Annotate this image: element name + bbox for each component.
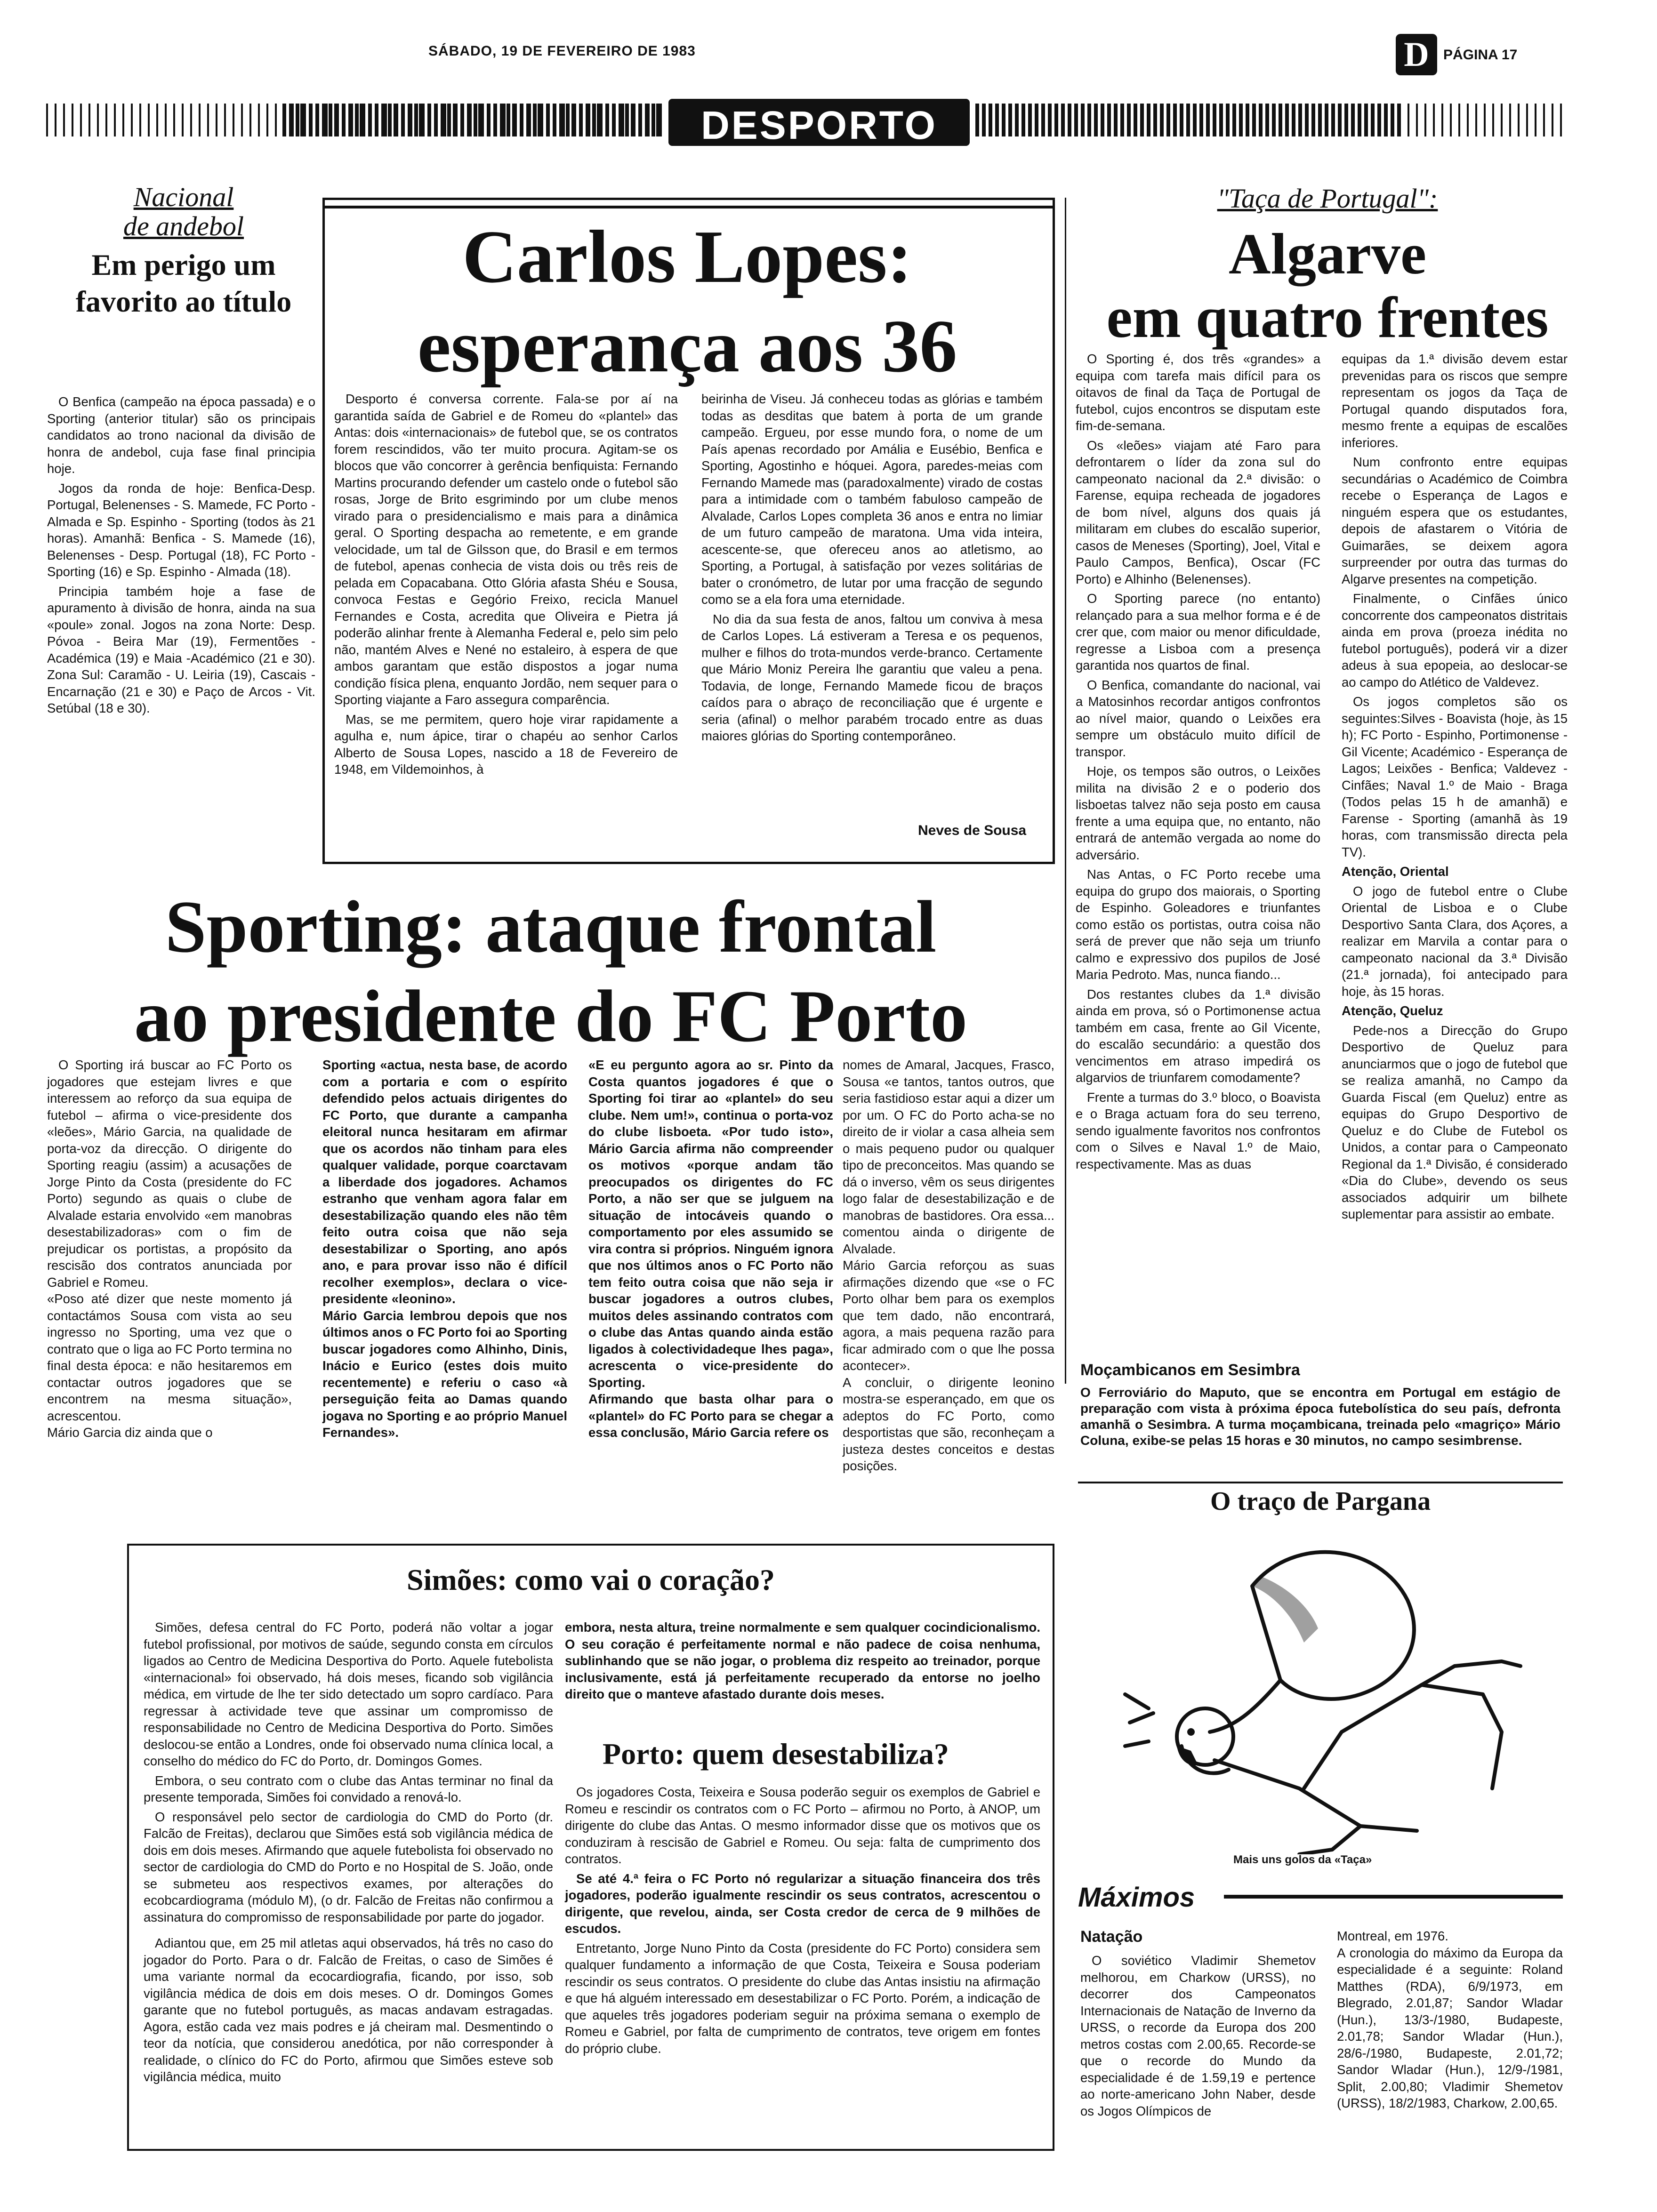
- andebol-headline: Em perigo um favorito ao título: [75, 248, 292, 318]
- pargana-caption: Mais uns golos da «Taça»: [1233, 1853, 1372, 1866]
- section-stripes-right-dense: [975, 104, 1399, 136]
- sporting-headline-2: ao presidente do FC Porto: [134, 975, 968, 1058]
- taca-col-1: O Sporting é, dos três «grandes» a equipa com tarefa mais difícil para os oitavos de final da Taça de Portugal de futebol, cujos encontros se disputam este fim-de-semana. Os «leões» viajam até Faro para defrontarem o líder da zona sul do campeonato nacional da 2.ª divisão: o Farense, equipa recheada de jogadores de bom nível, alguns dos quais já militaram em clubes do escalão superior, casos de Meneses (Sporting), Joel, Vital e Paulo Campos, Benfica), Oscar (FC Porto) e Alhinho (Belenenses). O Sporting parece (no entanto) relançado para a sua melhor forma e é de crer que, com maior ou menor dificuldade, regresse a Lisboa com a presença garantida nos quartos de final. O Benfica, comandante do nacional, vai a Matosinhos recordar antigos confrontos ao nível maior, quando o Leixões era sempre um obstáculo muito difícil de transpor. Hoje, os tempos são outros, o Leixões milita na divisão 2 e o poderio dos lisboetas talvez não seja posto em causa frente a uma equipa que, no entanto, não entrará de antemão vergada ao nome do adversário. Nas Antas, o FC Porto recebe uma equipa do grupo dos maiorais, o Sporting de Espinho. Goleadores e triunfantes como estão os portistas, outra coisa não será de prever que não seja um triunfo calmo e expressivo dos pupilos de José Maria Pedroto. Mas, nunca fiando... Dos restantes clubes da 1.ª divisão ainda em prova, só o Portimonense actua também em casa, frente ao Gil Vicente, do escalão secundário: a questão dos vencimentos em atraso impedirá os algarvios de triunfarem comodamente? Frente a turmas do 3.º bloco, o Boavista e o Braga actuam fora do seu terreno, sendo igualmente favoritos nos confrontos com o Silves e Naval 1.º de Maio, respectivamente. Mas as duas: [1076, 352, 1320, 1171]
- maximos-col-2: Montreal, em 1976. A cronologia do máximo da Europa da especialidade é a seguinte: Roland Matthes (RDA), 6/9/1973, em Blegrado, 2.01,87; Sandor Wladar (Hun.), 13/3-/1980, Budapeste, 2.01,78; Sandor Wladar (Hun.), 28/6-/1980, Budapeste, 2.01,72; Sandor Wladar (Hun.), 12/9-/1981, Split, 2.00,80; Vladimir Shemetov (URSS), 18/2/1983, Charkow, 2.00,65.: [1337, 1929, 1563, 2110]
- lopes-col-2: beirinha de Viseu. Já conheceu todas as glórias e também todas as desditas que batem à porta de um grande campeão. Ergueu, por esse mundo fora, o nome de um País apenas recordado por Amália e Eusébio, Benfica e Sporting, Agostinho e hóquei. Agora, paredes-meias com Fernando Mamede mas (paradoxalmente) virado de costas para a intimidade com o também fabuloso campeão de Alvalade, Carlos Lopes completa 36 anos e entra no limiar de um futuro campeão de maratona. Uma vida inteira, acescente-se, que ofereceu anos ao atletismo, ao Sporting, a Portugal, à satisfação por vezes solitárias de bater o cronómetro, de lutar por uma fracção de segundo como se a ela fora uma eternidade. No dia da sua festa de anos, faltou um conviva à mesa de Carlos Lopes. Lá estiveram a Teresa e os pequenos, mulher e filhos do trota-mundos verde-branco. Certamente que Mário Moniz Pereira lhe garantiu que valeu a pena. Todavia, de longe, Fernando Mamede ficou de braços caídos para o abraço de reconciliação que é urgente e seria (afinal) o melhor parabém trocado entre as duas maiores glórias do Sporting contemporâneo.: [701, 392, 1043, 743]
- maximos-rule: [1224, 1895, 1563, 1899]
- pargana-title: O traço de Pargana: [1210, 1487, 1431, 1516]
- section-stripes-left-dense: [282, 104, 663, 136]
- andebol-body: O Benfica (campeão na época passada) e o Sporting (anterior titular) são os principais candidatos ao trono nacional da divisão de honra de andebol, cuja fase final principia hoje. Jogos da ronda de hoje: Benfica-Desp. Portugal, Belenenses - S. Mamede, FC Porto -Almada e Sp. Espinho - Sporting (todos às 21 horas). Amanhã: Benfica - S. Mamede (16), Belenenses - Desp. Portugal (18), FC Porto - Sporting (16) e Sp. Espinho - Almada (18). Principia também hoje a fase de apuramento à divisão de honra, ainda na sua «poule» zonal. Jogos na zona Norte: Desp. Póvoa - Beira Mar (19), Fermentões - Académica (19) e Maia -Académico (21 e 30). Zona Sul: Caramão - U. Leiria (19), Cascais - Encarnação (21 e 30) e Paço de Arcos - Vit. Setúbal (18 e 30).: [47, 394, 315, 715]
- masthead-logo: D: [1396, 34, 1437, 75]
- pargana-cartoon: [1097, 1525, 1549, 1854]
- sporting-col-4: nomes de Amaral, Jacques, Frasco, Sousa «e tantos, tantos outros, que seria fastidioso estar aqui a dizer um por um. O FC do Porto acha-se no direito de ir violar a casa alheia sem o mais pequeno pudor ou qualquer tipo de preconceitos. Mas quando se dá o inverso, vêm os seus dirigentes logo falar de desestabilização e de manobras de bastidores. Ora essa... comentou ainda o dirigente de Alvalade. Mário Garcia reforçou as suas afirmações dizendo que «se o FC Porto olhar bem para os exemplos que tem dado, não encontrará, agora, a mais pequena razão para ficar admirado com o que lhe possa acontecer». A concluir, o dirigente leonino mostra-se esperançado, em que os adeptos do FC Porto, como desportistas que são, reconheçam a justeza destes conceitos e destas posições.: [843, 1058, 1054, 1473]
- simoes-headline: Simões: como vai o coração?: [406, 1563, 775, 1596]
- taca-headline-2: em quatro frentes: [1106, 285, 1549, 350]
- section-stripes-right: [1399, 104, 1569, 136]
- masthead-date: SÁBADO, 19 DE FEVEREIRO DE 1983: [428, 43, 696, 59]
- maximos-col-1: O soviético Vladimir Shemetov melhorou, em Charkow (URSS), no decorrer dos Campeonatos Internacionais de Natação de Inverno da URSS, o recorde da Europa dos 200 metros costas com 2.00,65. Recorde-se que o recorde do Mundo da especialidade é de 1.59,19 e pertence ao norte-americano John Naber, desde os Jogos Olímpicos de: [1080, 1953, 1316, 2118]
- porto-body: Os jogadores Costa, Teixeira e Sousa poderão seguir os exemplos de Gabriel e Romeu e rescindir os contratos com o FC Porto – afirmou no Porto, à ANOP, um dirigente do clube das Antas. O mesmo informador disse que os motivos que os conduziram à rescisão de Gabriel e Romeu. Ou seja: falta de cumprimento dos contratos. Se até 4.ª feira o FC Porto nó regularizar a situação financeira dos três jogadores, poderão igualmente rescindir os seus contratos, acrescentou o dirigente, que revelou, ainda, ser Costa credor de cerca de 9 milhões de escudos. Entretanto, Jorge Nuno Pinto da Costa (presidente do FC Porto) considera sem qualquer fundamento a informação de que Costa, Teixeira e Sousa poderiam rescindir os seus contratos. O presidente do clube das Antas insistiu na afirmação e que há alguém interessado em desestabilizar o FC Porto. Porém, a indicação de que aqueles três jogadores poderiam seguir na próxima semana o exemplo de Romeu e Gabriel, por falta de cumprimento de contratos, teve origem em fontes do próprio clube.: [565, 1785, 1040, 2056]
- mocambicanos-title: Moçambicanos em Sesimbra: [1080, 1361, 1300, 1379]
- maximos-sub: Natação: [1080, 1928, 1143, 1946]
- taca-kicker: "Taça de Portugal":: [1217, 183, 1438, 214]
- simoes-col-1: Simões, defesa central do FC Porto, poderá não voltar a jogar futebol profissional, por motivos de saúde, segundo consta em círculos ligados ao Centro de Medicina Desportiva do Porto. Aquele futebolista «internacional» foi observado, há dois meses, ficando sob vigilância médica, em virtude de lhe ter sido detectado um sopro cardíaco. Para regressar à actividade teve que assinar um compromisso de responsabilidade no Centro de Medicina Desportiva do Porto. Simões deslocou-se então a Londres, onde foi observado numa clínica local, a conselho do médico do FC do Porto, dr. Domingos Gomes. Embora, o seu contrato com o clube das Antas terminar no final da presente temporada, Simões foi convidado a renová-lo. O responsável pelo sector de cardiologia do CMD do Porto (dr. Falcão de Freitas), declarou que Simões está sob vigilância médica de dois em dois meses. Afirmando que aquele futebolista foi observado no sector de cardiologia do CMD do Porto e no Hospital de S. João, onde se submeteu aos respectivos exames, por alterações do ecobcardiograma (módulo M), (o dr. Falcão de Freitas não confirmou a assinatura do compromisso de responsabilidade por parte do jogador. Adiantou que, em 25 mil atletas aqui observados, há três no caso do jogador do Porto. Para o dr. Falcão de Freitas, o caso de Simões é uma variante normal da ecocardiografia, ficando, por isso, sob vigilância médica de dois em dois meses. O dr. Domingos Gomes garante que no futebol português, as macas andavam estragadas. Agora, estão cada vez mais podres e já cheiram mal. Desmentindo o teor da notícia, que considerou anedótica, por não corresponder à realidade, o clínico do FC do Porto, afirmou que Simões esteve sob vigilância médica, muito: [144, 1620, 553, 2084]
- taca-col-2: equipas da 1.ª divisão devem estar prevenidas para os riscos que sempre representam os jogos da Taça de Portugal quando disputados fora, mesmo frente a equipas de escalões inferiores. Num confronto entre equipas secundárias o Académico de Coimbra recebe o Esperança de Lagos e ninguém espera que os estudantes, depois de afastarem o Vitória de Guimarães, se deixem agora surpreender por outra das turmas do Algarve presentes na competição. Finalmente, o Cinfães único concorrente dos campeonatos distritais ainda em prova (proeza inédita no futebol português), poderá vir a dizer adeus à sua epopeia, ao deslocar-se ao campo do Atlético de Valdevez. Os jogos completos são os seguintes:Silves - Boavista (hoje, às 15 h); FC Porto - Espinho, Portimonense - Gil Vicente; Académico - Esperança de Lagos; Leixões - Benfica; Valdevez - Cinfães; Naval 1.º de Maio - Braga (Todos pelas 15 h de amanhã) e Farense - Sporting (amanhã às 19 horas, com transmissão directa pela TV). Atenção, Oriental O jogo de futebol entre o Clube Oriental de Lisboa e o Clube Desportivo Santa Clara, dos Açores, a realizar em Marvila a contar para o campeonato nacional da 3.ª Divisão (21.ª jornada), foi antecipado para hoje, às 15 horas. Atenção, Queluz Pede-nos a Direcção do Grupo Desportivo de Queluz para anunciarmos que o jogo de futebol que se realiza amanhã, no Campo da Guarda Fiscal (em Queluz) entre as equipas do Grupo Desportivo de Queluz e do Clube de Futebol os Unidos, a contar para o Campeonato Regional da 1.ª Divisão, é considerado «Dia do Clube», devendo os seus associados adquirir um bilhete suplementar para assistir ao embate.: [1342, 352, 1568, 1221]
- lopes-headline-2: esperança aos 36: [417, 304, 957, 388]
- pargana-rule: [1078, 1482, 1563, 1483]
- simoes-col-2: embora, nesta altura, treine normalmente e sem qualquer cocindicionalismo. O seu coração é perfeitamente normal e não padece de coisa nenhuma, sublinhando que se não jogar, o problema diz respeito ao treinador, porque inclusivamente, está já perfeitamente recuperado da entorse no joelho direito que o manteve afastado durante dois meses.: [565, 1620, 1040, 1701]
- andebol-kicker: Nacional de andebol: [123, 182, 244, 241]
- section-title: DESPORTO: [701, 103, 937, 147]
- page-number: PÁGINA 17: [1443, 47, 1518, 63]
- porto-headline: Porto: quem desestabiliza?: [603, 1737, 949, 1771]
- mocambicanos-text: O Ferroviário do Maputo, que se encontra em Portugal em estágio de preparação com vista à próxima época futebolística do seu país, defronta amanhã o Sesimbra. A turma moçambicana, treinada pelo «magriço» Mário Coluna, exibe-se pelas 15 horas e 30 minutos, no campo sesimbrense.: [1080, 1385, 1560, 1448]
- lopes-col-1: Desporto é conversa corrente. Fala-se por aí na garantida saída de Gabriel e de Romeu do «plantel» das Antas: dois «internacionais» de futebol que, se os contratos forem rescindidos, vão ter muito procura. Agitam-se os blocos que vão concorrer à gerência benfiquista: Fernando Martins procurando defender um castelo onde o futebol são rosas, Jorge de Brito esgrimindo por um clube menos virado para o presidencialismo e mais para a dinâmica geral. O Sporting despacha ao remetente, e em grande velocidade, um tal de Gilsson que, do Brasil e em termos de futebol, apenas conhecia de vista dois ou três reis de pelada em Copacabana. Otto Glória afasta Shéu e Sousa, convoca Festas e Gegório Freixo, recicla Manuel Fernandes e Costa, acredita que Oliveira e Pietra já poderão alinhar frente à Alemanha Federal e, pelo sim pelo não, mantém Alves e Nené no estaleiro, à espera de que ambos garantam que estão dispostos a jogar numa condição física plena, enquanto Jordão, nem sequer para o Sporting viajante a Faro assegura comparência. Mas, se me permitem, quero hoje virar rapidamente a agulha e, num ápice, tirar o chapéu ao senhor Carlos Alberto de Sousa Lopes, nascido a 18 de Fevereiro de 1948, em Vildemoinhos, à: [334, 392, 678, 777]
- sporting-col-3: «E eu pergunto agora ao sr. Pinto da Costa quantos jogadores é que o Sporting foi tirar ao «plantel» do seu clube. Nem um!», continua o porta-voz do clube lisboeta. «Por tudo isto», Mário Garcia afirma não compreender os motivos «porque andam tão preocupados os dirigentes do FC Porto, a não ser que se julguem na situação de intocáveis quando o comportamento por eles assumido se vira contra si próprios. Ninguém ignora que nos últimos anos o FC Porto não tem feito outra coisa que não seja ir buscar jogadores a outros clubes, muitos deles assinando contratos com o clube das Antas quando ainda estão ligados à colectividadeque lhes paga», acrescenta o vice-presidente do Sporting. Afirmando que basta olhar para o «plantel» do FC Porto para se chegar a essa conclusão, Mário Garcia refere os: [588, 1058, 833, 1440]
- maximos-title: Máximos: [1078, 1882, 1195, 1913]
- column-rule-left: [1065, 198, 1066, 1384]
- sporting-col-2: Sporting «actua, nesta base, de acordo com a portaria e com o espírito defendido pelos actuais dirigentes do FC Porto, que durante a campanha eleitoral nunca hesitaram em afirmar que os acordos não tinham para eles qualquer validade, porque coarctavam a liberdade dos jogadores. Achamos estranho que venham agora falar em desestabilização quando eles não têm feito outra coisa que não seja desestabilizar o Sporting, ano após ano, e para provar isso não é difícil recolher exemplos», declara o vice-presidente «leonino». Mário Garcia lembrou depois que nos últimos anos o FC Porto foi ao Sporting buscar jogadores como Alhinho, Dinis, Inácio e Eurico (estes dois muito recentemente) e referiu o caso «à perseguição feita ao Damas quando jogava no Sporting e ao próprio Manuel Fernandes».: [322, 1058, 567, 1440]
- sporting-headline-1: Sporting: ataque frontal: [165, 886, 937, 968]
- taca-headline-1: Algarve: [1228, 222, 1427, 286]
- lopes-byline: Neves de Sousa: [918, 823, 1027, 838]
- sporting-col-1: O Sporting irá buscar ao FC Porto os jogadores que estejam livres e que interessem ao reforço da sua equipa de futebol – afirma o vice-presidente dos «leões», Mário Garcia, na qualidade de porta-voz da direcção. O dirigente do Sporting reagiu (assim) a acusações de Jorge Pinto da Costa (presidente do FC Porto) segundo as quais o clube de Alvalade estaria envolvido «em manobras desestabilizadoras» com o fim de prejudicar os portistas, a propósito da rescisão dos contratos anunciada por Gabriel e Romeu. «Poso até dizer que neste momento já contactámos Sousa com vista ao seu ingresso no Sporting, uma vez que o contrato que o liga ao FC Porto termina no final desta época: e não hesitaremos em contactar outros jogadores que se encontrem na mesma situação», acrescentou. Mário Garcia diz ainda que o: [47, 1058, 292, 1440]
- lopes-headline-1: Carlos Lopes:: [462, 215, 912, 298]
